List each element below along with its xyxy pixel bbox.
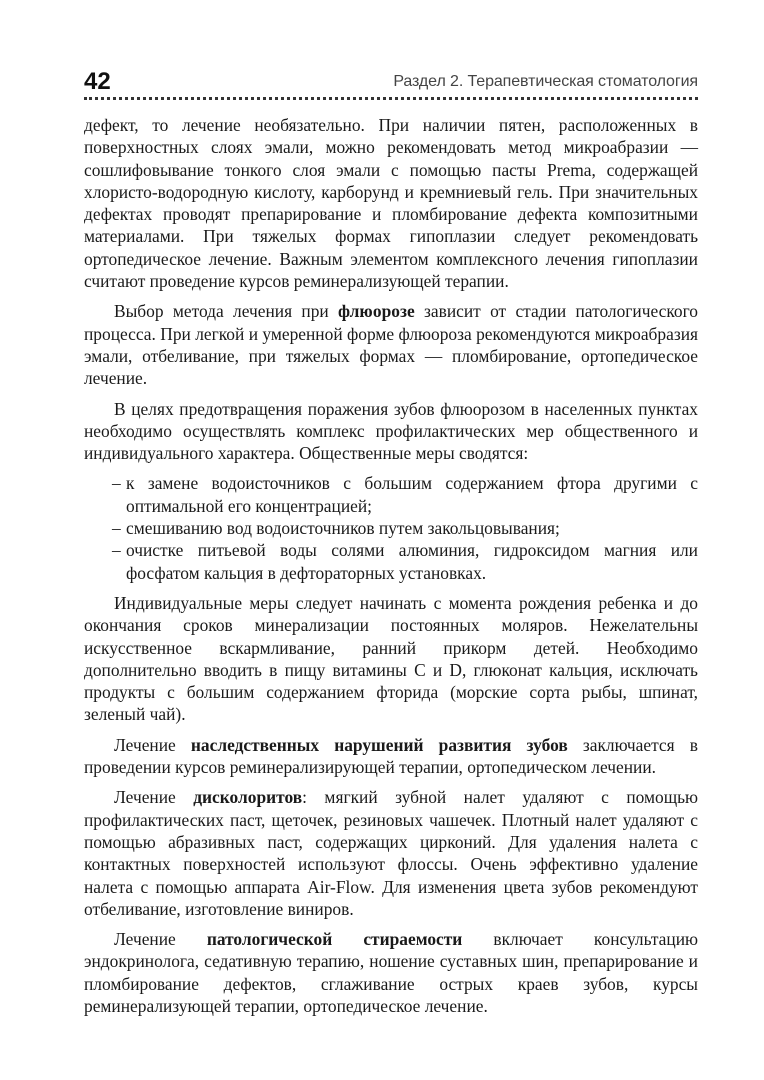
bold-term-discolorations: дисколоритов	[193, 787, 303, 808]
paragraph-text: Лечение	[114, 929, 207, 950]
bold-term-hereditary: наследственных нарушений развития зубов	[190, 734, 568, 755]
header-divider	[84, 97, 698, 100]
list-item: – очистке питьевой воды солями алюминия, гидроксидом магния или фосфатом кальция в дефтораторных установках.	[84, 539, 698, 584]
paragraph-fluorosis	[84, 300, 698, 389]
paragraph-text: зависит от стадии патологического процесса. При легкой и умеренной форме флюороза рекомендуются микроабразия эмали, отбеливание, при тяжелых формах — пломбирование, ортопедическое лечение.	[84, 301, 698, 389]
list-item: – к замене водоисточников с большим содержанием фтора другими с оптимальной его концентрацией;	[84, 472, 698, 517]
paragraph-prevention: В целях предотвращения поражения зубов флюорозом в населенных пунктах необходимо осуществлять комплекс профилактических мер общественного и индивидуального характера. Общественные меры сводятся:	[84, 398, 698, 464]
running-title: Раздел 2. Терапевтическая стоматология	[393, 73, 698, 90]
bold-term-fluorosis: флюорозе	[338, 301, 415, 322]
body-text	[84, 114, 698, 1025]
list-item: – смешиванию вод водоисточников путем закольцовывания;	[84, 517, 698, 539]
paragraph-text: Лечение	[114, 734, 191, 755]
page-header	[84, 64, 698, 96]
paragraph-text: Выбор метода лечения при	[114, 301, 339, 322]
paragraph-text: : мягкий зубной налет удаляют с помощью профилактических паст, щеточек, резиновых чашечек. Плотный налет удаляют с помощью абразивных паст, содержащих цирконий. Для удаления налета с контактных поверхностей используют флоссы. Очень эффективно удаление налета с помощью аппарата Air-Flow. Для изменения цвета зубов рекомендуют отбеливание, изготовление виниров.	[84, 787, 699, 919]
paragraph-hypoplasia-continued: дефект, то лечение необязательно. При наличии пятен, расположенных в поверхностных слоях эмали, можно рекомендовать метод микроабразии — сошлифовывание тонкого слоя эмали с помощью пасты Prema, содержащей хлористо-водородную кислоту, карборунд и кремниевый гель. При значительных дефектах проводят препарирование и пломбирование дефекта композитными материалами. При тяжелых формах гипоплазии следует рекомендовать ортопедическое лечение. Важным элементом комплексного лечения гипоплазии считают проведение курсов реминерализующей терапии.	[84, 115, 698, 292]
paragraph-text: заключается в проведении курсов реминерализирующей терапии, ортопедическом лечении.	[84, 734, 698, 778]
bold-term-abrasion: патологической стираемости	[206, 929, 463, 950]
paragraph-discolorations	[84, 786, 698, 920]
public-measures-list	[84, 472, 698, 583]
paragraph-text: Лечение	[114, 787, 194, 808]
paragraph-abrasion	[84, 928, 698, 1017]
page-number: 42	[84, 68, 111, 95]
paragraph-text: включает консультацию эндокринолога, седативную терапию, ношение суставных шин, препарирование и пломбирование дефектов, сглаживание острых краев зубов, курсы реминерализующей терапии, ортопедическое лечение.	[84, 929, 699, 1016]
paragraph-individual-measures: Индивидуальные меры следует начинать с момента рождения ребенка и до окончания сроков минерализации постоянных моляров. Нежелательны искусственное вскармливание, ранний прикорм детей. Необходимо дополнительно вводить в пищу витамины C и D, глюконат кальция, исключать продукты с большим содержанием фторида (морские сорта рыбы, шпинат, зеленый чай).	[84, 592, 698, 725]
paragraph-hereditary	[84, 734, 698, 779]
